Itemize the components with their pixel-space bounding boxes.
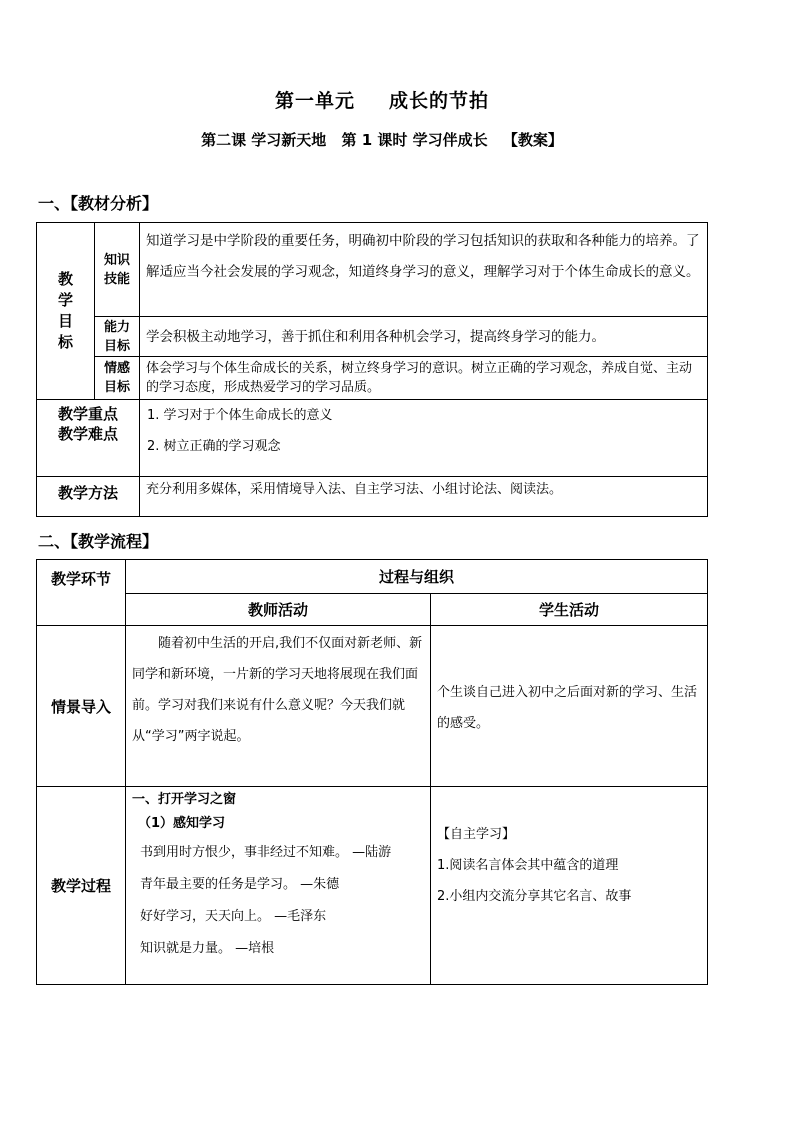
col-process-header: 过程与组织	[126, 560, 708, 594]
page-title	[0, 86, 764, 113]
teacher-activity-intro: 随着初中生活的开启,我们不仅面对新老师、新同学和新环境，一片新的学习天地将展现在我们面前。学习对我们来说有什么意义呢？今天我们就从“学习”两字说起。	[126, 626, 431, 787]
goal-text-knowledge: 知道学习是中学阶段的重要任务，明确初中阶段的学习包括知识的获取和各种能力的培养。了解适应当今社会发展的学习观念，知道终身学习的意义，理解学习对于个体生命成长的意义。	[140, 223, 708, 317]
section-heading-analysis: 一、【教材分析】	[38, 194, 159, 213]
goal-label-knowledge: 知识 技能	[95, 223, 140, 317]
stage-process: 教学过程	[37, 787, 126, 985]
lesson-name: 第二课 学习新天地	[201, 131, 327, 149]
quote-line: 书到用时方恨少，事非经过不知难。 —陆游	[140, 845, 392, 860]
table-row	[37, 317, 708, 357]
list-item: 2.小组内交流分享其它名言、故事	[437, 889, 632, 904]
list-item: 【自主学习】	[437, 827, 516, 842]
table-row	[37, 400, 708, 477]
analysis-table	[36, 222, 708, 517]
stage-intro: 情景导入	[37, 626, 126, 787]
section-heading-process: 二、【教学流程】	[38, 532, 159, 551]
focus-label: 教学重点 教学难点	[37, 400, 140, 477]
col-teacher-header: 教师活动	[126, 594, 431, 626]
quote-line: 青年最主要的任务是学习。 —朱德	[140, 877, 340, 892]
quote-line: 好好学习，天天向上。 —毛泽东	[140, 909, 327, 924]
method-label: 教学方法	[37, 477, 140, 517]
process-table	[36, 559, 708, 985]
table-row	[37, 223, 708, 317]
goal-text-emotion: 体会学习与个体生命成长的关系，树立终身学习的意识。树立正确的学习观念，养成自觉、主动的学习态度，形成热爱学习的学习品质。	[140, 357, 708, 400]
list-item: 1.阅读名言体会其中蕴含的道理	[437, 858, 619, 873]
table-row	[37, 560, 708, 594]
table-row	[37, 357, 708, 400]
list-item: 2. 树立正确的学习观念	[147, 439, 281, 454]
goal-label-emotion: 情感 目标	[95, 357, 140, 400]
list-item: 1. 学习对于个体生命成长的意义	[147, 408, 333, 423]
col-stage-header: 教学环节	[37, 560, 126, 626]
student-activity-intro: 个生谈自己进入初中之后面对新的学习、生活的感受。	[431, 626, 708, 787]
method-text: 充分利用多媒体，采用情境导入法、自主学习法、小组讨论法、阅读法。	[140, 477, 708, 517]
quote-line: 知识就是力量。 —培根	[140, 941, 275, 956]
process-subheading: （1）感知学习	[138, 816, 226, 831]
lesson-subtitle	[0, 129, 764, 150]
teaching-goals-label: 教 学 目 标	[37, 223, 95, 400]
goal-label-ability: 能力 目标	[95, 317, 140, 357]
table-row	[37, 594, 708, 626]
focus-list	[140, 400, 708, 477]
teacher-activity-process	[126, 787, 431, 985]
goal-text-ability: 学会积极主动地学习，善于抓住和利用各种机会学习，提高终身学习的能力。	[140, 317, 708, 357]
student-activity-process	[431, 787, 708, 985]
lesson-type: 【教案】	[502, 131, 563, 149]
table-row	[37, 787, 708, 985]
col-student-header: 学生活动	[431, 594, 708, 626]
table-row	[37, 477, 708, 517]
process-heading: 一、打开学习之窗	[132, 792, 237, 807]
unit-number: 第一单元	[274, 90, 355, 112]
table-row	[37, 626, 708, 787]
lesson-period: 第 1 课时 学习伴成长	[341, 131, 488, 149]
unit-title: 成长的节拍	[389, 90, 490, 112]
